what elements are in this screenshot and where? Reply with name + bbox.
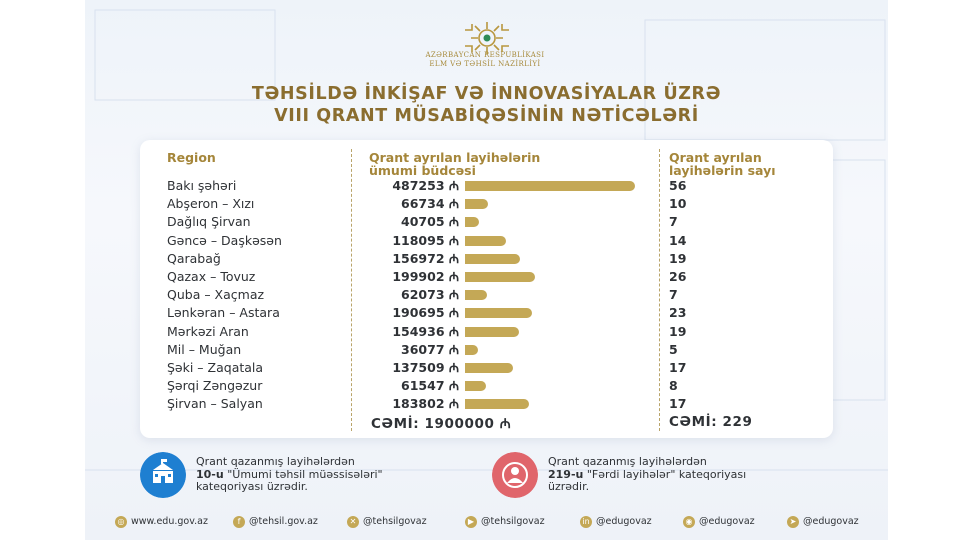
instagram-icon: ◉ [683, 516, 695, 528]
budget-amount: 62073 ₼ [401, 287, 459, 303]
region-name: Dağlıq Şirvan [167, 214, 251, 230]
info-left-line3: kateqoriyası üzrədir. [196, 480, 308, 493]
table-row [85, 323, 888, 341]
table-row [85, 395, 888, 413]
budget-bar [465, 363, 513, 373]
total-count: CƏMİ: 229 [669, 414, 753, 430]
social-footer [115, 514, 875, 530]
region-name: Qarabağ [167, 250, 221, 266]
footer-link[interactable] [115, 514, 208, 531]
school-icon [140, 452, 186, 498]
budget-amount: 118095 ₼ [392, 232, 459, 248]
telegram-icon: ➤ [787, 516, 799, 528]
info-right-line3: üzrədir. [548, 480, 590, 493]
project-count: 17 [669, 360, 687, 375]
budget-bar [465, 345, 478, 355]
globe-icon: ◎ [115, 516, 127, 528]
budget-amount: 487253 ₼ [392, 178, 459, 193]
info-left-strong: 10-u [196, 467, 224, 481]
region-name: Şirvan – Salyan [167, 396, 263, 412]
budget-amount: 190695 ₼ [392, 305, 459, 321]
region-name: Şəki – Zaqatala [167, 360, 264, 375]
budget-bar [465, 290, 487, 300]
info-right-line2: "Fərdi layihələr" kateqoriyası [586, 467, 747, 481]
ministry-name [385, 51, 585, 69]
header-count-line1: Qrant ayrılan [669, 150, 762, 165]
budget-bar [465, 308, 532, 318]
budget-bar [465, 217, 479, 227]
project-count: 23 [669, 305, 687, 321]
ministry-name-line2: ELM VƏ TƏHSİL NAZİRLİYİ [429, 60, 541, 68]
title-line2: VIII QRANT MÜSABİQƏSİNİN NƏTİCƏLƏRİ [274, 106, 699, 126]
footer-link-text: @tehsilgovaz [481, 516, 545, 527]
page-title [145, 83, 828, 127]
footer-link-text: @tehsil.gov.az [249, 516, 318, 527]
header-count-line2: layihələrin sayı [669, 163, 776, 178]
footer-link-text: @edugovaz [699, 516, 755, 527]
budget-bar [465, 181, 635, 191]
info-left-line1: Qrant qazanmış layihələrdən [196, 455, 355, 468]
region-name: Qazax – Tovuz [167, 269, 256, 284]
budget-amount: 40705 ₼ [401, 214, 459, 230]
header-budget-line1: Qrant ayrılan layihələrin [369, 150, 541, 165]
info-right-line1: Qrant qazanmış layihələrdən [548, 455, 707, 468]
ministry-name-line1: AZƏRBAYCAN RESPUBLİKASI [425, 51, 545, 59]
title-line1: TƏHSİLDƏ İNKİŞAF VƏ İNNOVASİYALAR ÜZRƏ [251, 84, 722, 104]
project-count: 5 [669, 341, 678, 357]
header-budget [369, 151, 540, 177]
project-count: 7 [669, 214, 678, 230]
info-individual-projects [492, 452, 832, 498]
footer-link-text: @edugovaz [596, 516, 652, 527]
x-icon: ✕ [347, 516, 359, 528]
table-row [85, 286, 888, 304]
header-budget-line2: ümumi büdcəsi [369, 163, 476, 178]
header-region: Region [167, 150, 216, 165]
person-icon [492, 452, 538, 498]
region-name: Mil – Muğan [167, 341, 242, 357]
budget-amount: 156972 ₼ [392, 250, 459, 266]
table-row [85, 177, 888, 195]
footer-link-text: @tehsilgovaz [363, 516, 427, 527]
budget-bar [465, 236, 506, 246]
table-row [85, 213, 888, 231]
region-name: Mərkəzi Aran [167, 323, 249, 339]
project-count: 19 [669, 323, 687, 339]
project-count: 7 [669, 287, 678, 303]
region-name: Lənkəran – Astara [167, 305, 280, 321]
linkedin-icon: in [580, 516, 592, 528]
footer-link[interactable] [683, 514, 755, 531]
budget-bar [465, 399, 529, 409]
footer-link[interactable] [787, 514, 859, 531]
info-general-education-text [196, 456, 466, 494]
budget-bar [465, 254, 520, 264]
region-name: Abşeron – Xızı [167, 196, 255, 212]
budget-amount: 154936 ₼ [392, 323, 459, 339]
table-row [85, 232, 888, 250]
total-budget: CƏMİ: 1900000 ₼ [371, 416, 512, 432]
info-individual-text [548, 456, 818, 494]
table-row [85, 377, 888, 395]
region-name: Şərqi Zəngəzur [167, 378, 263, 394]
budget-bar [465, 327, 519, 337]
info-left-line2: "Ümumi təhsil müəssisələri" [227, 467, 383, 481]
info-right-strong: 219-u [548, 467, 584, 481]
project-count: 17 [669, 396, 687, 412]
budget-amount: 137509 ₼ [392, 360, 459, 375]
youtube-icon: ▶ [465, 516, 477, 528]
project-count: 8 [669, 378, 678, 394]
project-count: 14 [669, 232, 687, 248]
footer-link[interactable] [580, 514, 652, 531]
table-row [85, 268, 888, 286]
budget-amount: 61547 ₼ [401, 378, 459, 394]
budget-amount: 199902 ₼ [392, 269, 459, 284]
facebook-icon: f [233, 516, 245, 528]
budget-bar [465, 381, 486, 391]
infographic-poster [85, 0, 888, 540]
footer-link[interactable] [233, 514, 318, 531]
table-row [85, 250, 888, 268]
table-row [85, 341, 888, 359]
table-row [85, 359, 888, 377]
project-count: 10 [669, 196, 687, 212]
budget-amount: 183802 ₼ [392, 396, 459, 412]
footer-link[interactable] [465, 514, 545, 531]
project-count: 26 [669, 269, 687, 284]
region-name: Bakı şəhəri [167, 178, 237, 193]
region-name: Quba – Xaçmaz [167, 287, 265, 303]
region-name: Gəncə – Daşkəsən [167, 232, 282, 248]
footer-link-text: www.edu.gov.az [131, 516, 208, 527]
budget-amount: 66734 ₼ [401, 196, 459, 212]
footer-link-text: @edugovaz [803, 516, 859, 527]
header-count [669, 151, 776, 177]
budget-amount: 36077 ₼ [401, 341, 459, 357]
budget-bar [465, 272, 535, 282]
project-count: 56 [669, 178, 687, 193]
table-row [85, 304, 888, 322]
table-row [85, 195, 888, 213]
project-count: 19 [669, 250, 687, 266]
footer-link[interactable] [347, 514, 427, 531]
info-general-education [140, 452, 470, 498]
budget-bar [465, 199, 488, 209]
